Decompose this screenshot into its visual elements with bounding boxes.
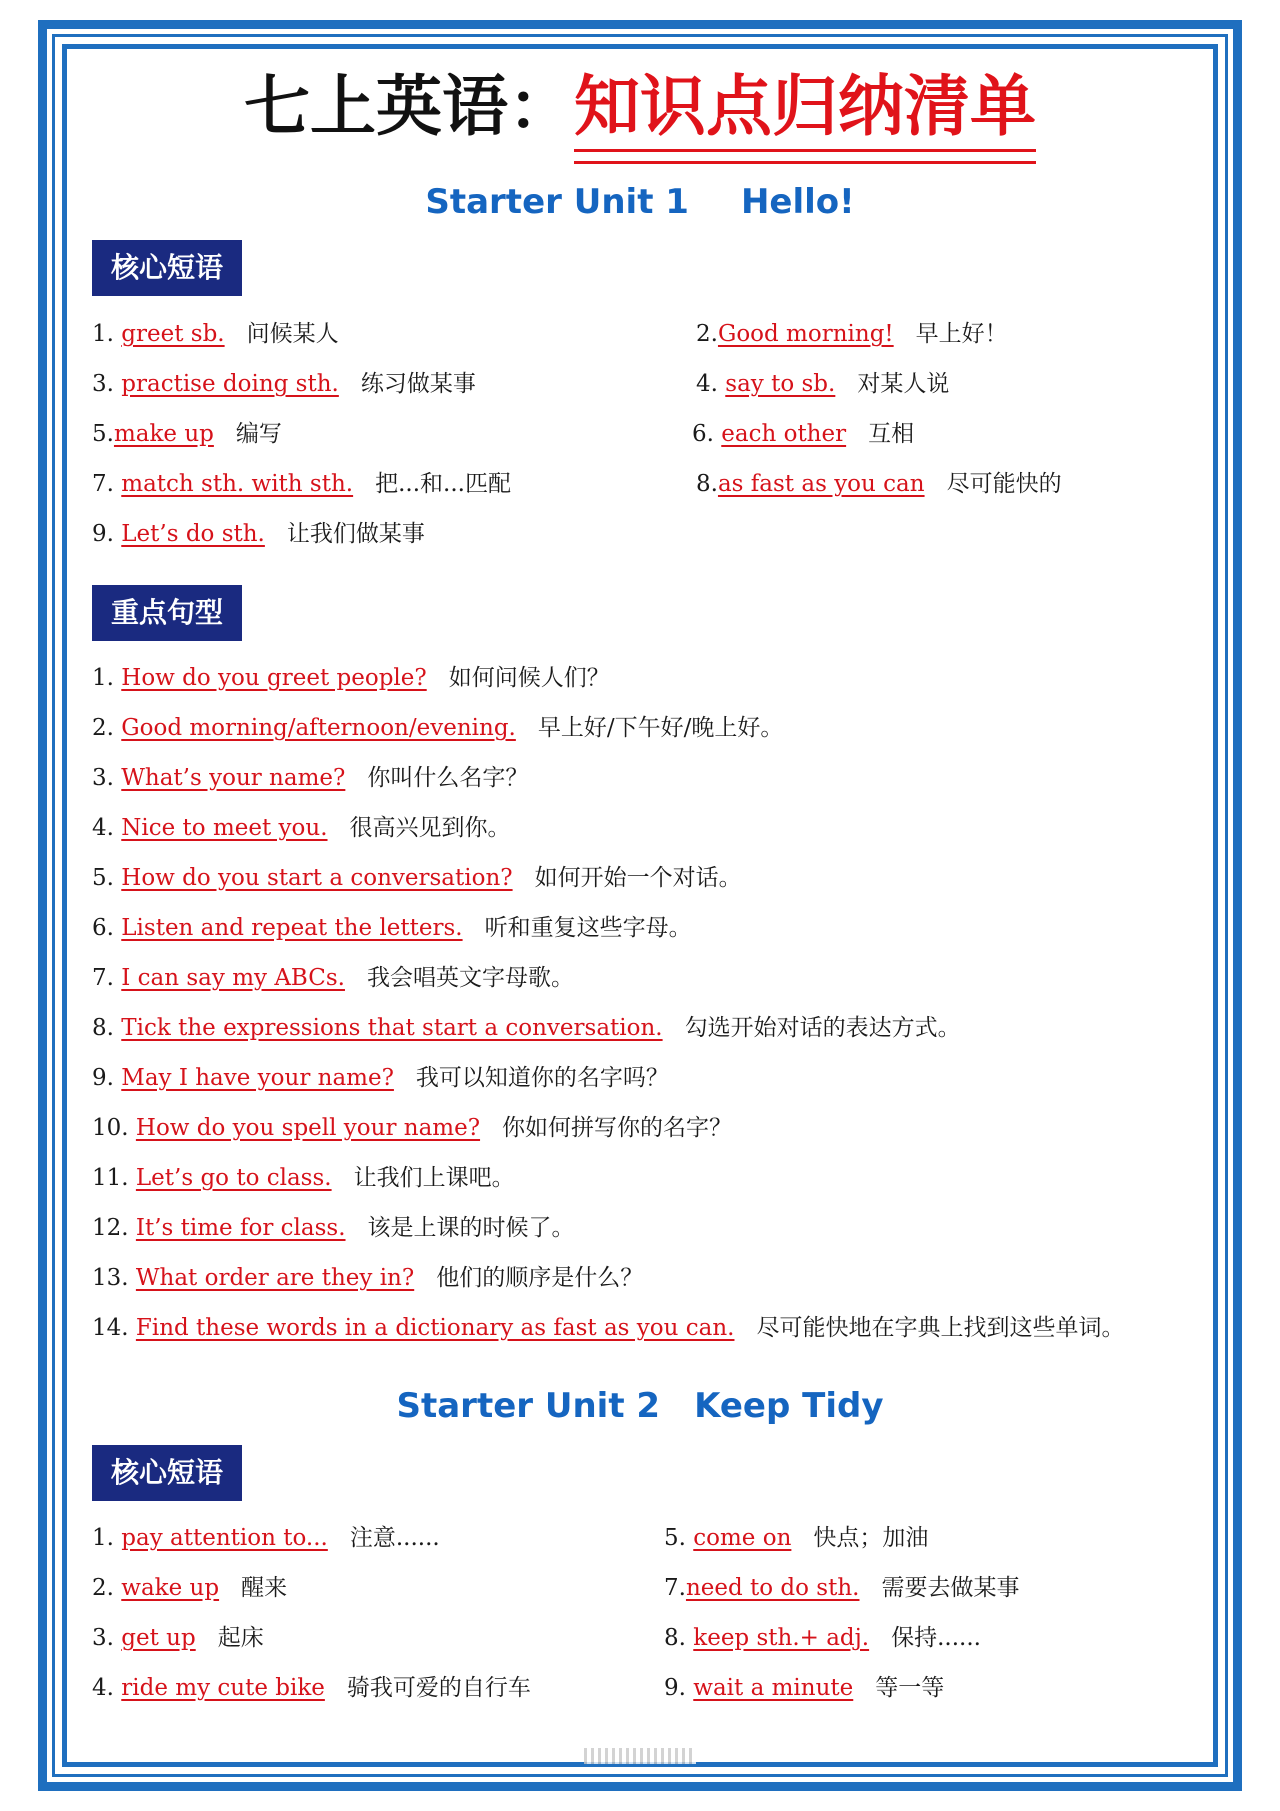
sentence-item: 2. Good morning/afternoon/evening. 早上好/下午好/晚上好。: [92, 715, 784, 741]
phrase-item: 2. wake up 醒来: [92, 1575, 288, 1601]
sentence-item: 12. It’s time for class. 该是上课的时候了。: [92, 1215, 575, 1241]
unit-1-sentences-badge: 重点句型: [92, 585, 242, 641]
phrase-item: 7.need to do sth. 需要去做某事: [664, 1575, 1020, 1601]
page-title: [0, 62, 1280, 158]
sentence-item: 13. What order are they in? 他们的顺序是什么？: [92, 1265, 644, 1291]
phrase-item: 8. keep sth.+ adj. 保持......: [664, 1625, 981, 1651]
phrase-item: 1. pay attention to... 注意......: [92, 1525, 440, 1551]
phrase-item: 3. practise doing sth. 练习做某事: [92, 371, 476, 397]
sentence-item: 8. Tick the expressions that start a conversation. 勾选开始对话的表达方式。: [92, 1015, 961, 1041]
unit-1-heading: [0, 180, 1280, 224]
sentence-item: 10. How do you spell your name? 你如何拼写你的名字？: [92, 1115, 733, 1141]
unit-1-label: Starter Unit 1: [425, 182, 689, 222]
sentence-item: 9. May I have your name? 我可以知道你的名字吗？: [92, 1065, 669, 1091]
unit-1-name: Hello!: [740, 182, 855, 222]
phrase-item: 2.Good morning! 早上好！: [696, 321, 1008, 347]
unit-2-label: Starter Unit 2: [396, 1386, 661, 1426]
phrase-item: 8.as fast as you can 尽可能快的: [696, 471, 1062, 497]
unit-2-heading: [0, 1384, 1280, 1428]
sentence-item: 1. How do you greet people? 如何问候人们？: [92, 665, 610, 691]
page-title-prefix: 七上英语：: [244, 68, 574, 145]
sentence-item: 11. Let’s go to class. 让我们上课吧。: [92, 1165, 515, 1191]
phrase-item: 1. greet sb. 问候某人: [92, 321, 339, 347]
page-title-highlight: 知识点归纳清单: [574, 62, 1036, 158]
sentence-item: 14. Find these words in a dictionary as fast as you can. 尽可能快地在字典上找到这些单词。: [92, 1315, 1125, 1341]
phrase-item: 9. Let’s do sth. 让我们做某事: [92, 521, 425, 547]
phrase-item: 5. come on 快点；加油: [664, 1525, 929, 1551]
sentence-item: 4. Nice to meet you. 很高兴见到你。: [92, 815, 511, 841]
unit-1-phrases-badge: 核心短语: [92, 240, 242, 296]
phrase-item: 6. each other 互相: [692, 421, 915, 447]
phrase-item: 4. ride my cute bike 骑我可爱的自行车: [92, 1675, 531, 1701]
phrase-item: 4. say to sb. 对某人说: [696, 371, 950, 397]
sentence-item: 7. I can say my ABCs. 我会唱英文字母歌。: [92, 965, 574, 991]
phrase-item: 5.make up 编写: [92, 421, 282, 447]
phrase-item: 3. get up 起床: [92, 1625, 264, 1651]
phrase-item: 7. match sth. with sth. 把...和...匹配: [92, 471, 511, 497]
watermark: [584, 1748, 696, 1764]
sentence-item: 3. What’s your name? 你叫什么名字？: [92, 765, 529, 791]
phrase-item: 9. wait a minute 等一等: [664, 1675, 945, 1701]
sentence-item: 6. Listen and repeat the letters. 听和重复这些字母。: [92, 915, 692, 941]
unit-2-phrases-badge: 核心短语: [92, 1445, 242, 1501]
sentence-item: 5. How do you start a conversation? 如何开始一个对话。: [92, 865, 742, 891]
unit-2-name: Keep Tidy: [694, 1386, 884, 1426]
